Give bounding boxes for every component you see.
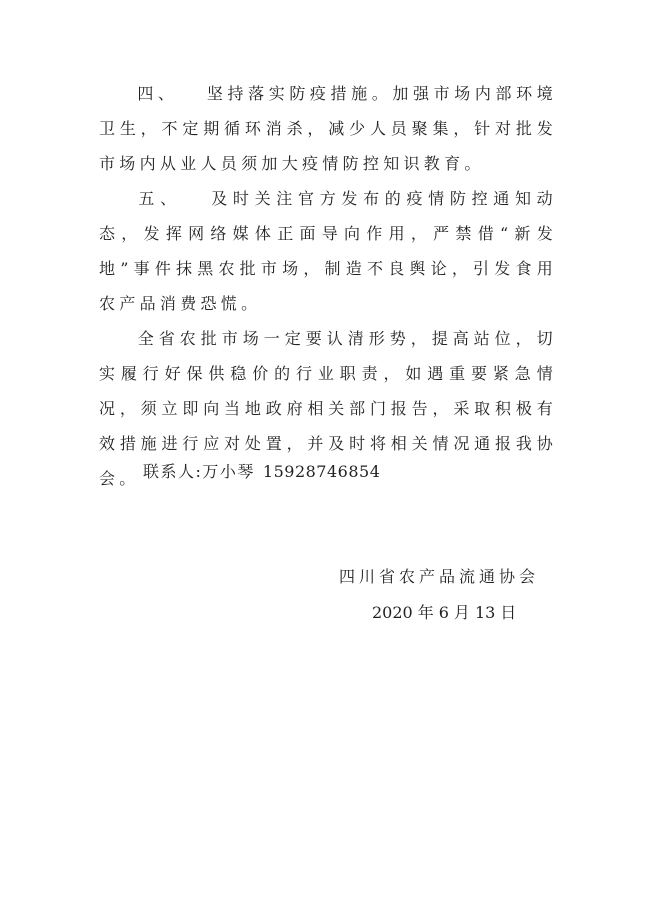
date-month: 6 — [438, 603, 449, 622]
paragraph-number: 五、 — [137, 189, 182, 208]
paragraph-number: 四、 — [137, 84, 179, 103]
contact-label: 联系人:万小琴 — [143, 462, 255, 481]
signature-date — [372, 600, 516, 623]
document-body — [99, 76, 557, 496]
paragraph-text: 及时关注官方发布的疫情防控通知动态，发挥网络媒体正面导向作用，严禁借“新发地”事件抹黑农批市场，制造不良舆论，引发食用农产品消费恐慌。 — [99, 189, 557, 313]
date-day: 13 — [474, 603, 496, 622]
date-day-unit: 日 — [500, 603, 517, 622]
signature-organization: 四川省农产品流通协会 — [339, 567, 540, 586]
paragraph-text: 全省农批市场一定要认清形势，提高站位，切实履行好保供稳价的行业职责，如遇重要紧急情况，须立即向当地政府相关部门报告，采取积极有效措施进行应对处置，并及时将相关情况通报我协会。 — [99, 329, 557, 488]
date-month-unit: 月 — [453, 603, 470, 622]
contact-phone: 15928746854 — [262, 462, 381, 481]
date-year-unit: 年 — [417, 603, 434, 622]
paragraph-item-4 — [99, 76, 557, 181]
paragraph-text: 坚持落实防疫措施。加强市场内部环境卫生，不定期循环消杀，减少人员聚集，针对批发市场内从业人员须加大疫情防控知识教育。 — [99, 84, 557, 173]
paragraph-item-5 — [99, 181, 557, 321]
contact-line — [143, 459, 380, 482]
date-year: 2020 — [372, 603, 413, 622]
